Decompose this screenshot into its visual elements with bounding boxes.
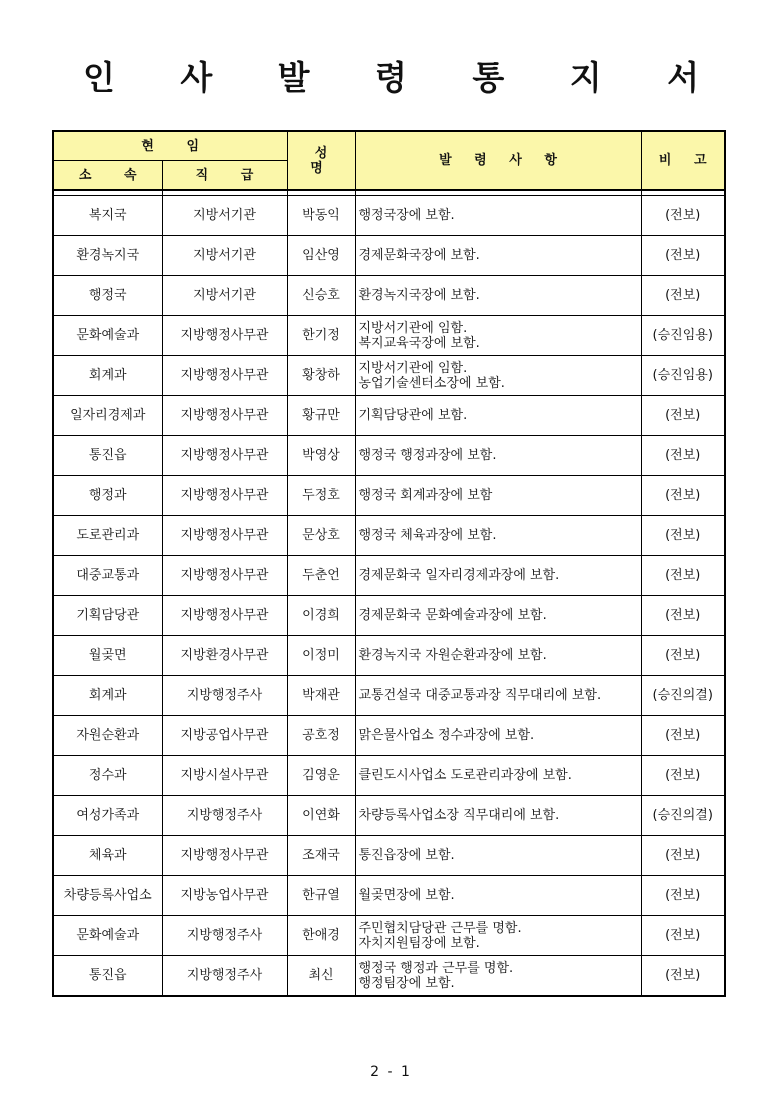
name-cell: 박재관 (287, 676, 355, 716)
rank-cell: 지방행정사무관 (162, 516, 287, 556)
order-line: 기획담당관에 보함. (358, 408, 468, 423)
order-cell (355, 756, 641, 796)
name-cell: 이연화 (287, 796, 355, 836)
table-row (53, 676, 725, 716)
remark-cell: (승진임용) (641, 316, 725, 356)
page-number: 2 - 1 (370, 1064, 412, 1080)
dept-cell: 기획담당관 (53, 596, 162, 636)
table-row (53, 476, 725, 516)
header-remark: 비 고 (641, 131, 725, 190)
order-line: 교통건설국 대중교통과장 직무대리에 보함. (358, 688, 602, 703)
order-cell (355, 556, 641, 596)
order-cell (355, 956, 641, 997)
order-line: 통진읍장에 보함. (358, 848, 455, 863)
order-cell (355, 316, 641, 356)
rank-cell: 지방행정사무관 (162, 596, 287, 636)
dept-cell: 통진읍 (53, 436, 162, 476)
rank-cell: 지방행정주사 (162, 796, 287, 836)
rank-cell: 지방행정사무관 (162, 316, 287, 356)
name-cell: 황규만 (287, 396, 355, 436)
rank-cell: 지방행정사무관 (162, 396, 287, 436)
table-row (53, 436, 725, 476)
dept-cell: 도로관리과 (53, 516, 162, 556)
order-cell (355, 236, 641, 276)
header-order: 발 령 사 항 (355, 131, 641, 190)
dept-cell: 회계과 (53, 356, 162, 396)
order-line: 월곶면장에 보함. (358, 888, 455, 903)
dept-cell: 복지국 (53, 196, 162, 236)
dept-cell: 문화예술과 (53, 316, 162, 356)
table-row (53, 556, 725, 596)
order-cell (355, 836, 641, 876)
name-cell: 신승호 (287, 276, 355, 316)
dept-cell: 여성가족과 (53, 796, 162, 836)
remark-cell: (전보) (641, 516, 725, 556)
rank-cell: 지방서기관 (162, 236, 287, 276)
order-cell (355, 516, 641, 556)
order-cell (355, 876, 641, 916)
remark-cell: (전보) (641, 556, 725, 596)
table-row (53, 596, 725, 636)
table-row (53, 236, 725, 276)
table-row (53, 956, 725, 997)
remark-cell: (전보) (641, 716, 725, 756)
order-line: 환경녹지국장에 보함. (358, 288, 480, 303)
table-row (53, 916, 725, 956)
order-line: 행정팀장에 보함. (358, 975, 455, 991)
remark-cell: (전보) (641, 436, 725, 476)
order-cell (355, 916, 641, 956)
name-cell: 김영운 (287, 756, 355, 796)
order-line: 경제문화국 문화예술과장에 보함. (358, 608, 547, 623)
order-line: 지방서기관에 임함. (358, 360, 468, 376)
rank-cell: 지방행정주사 (162, 956, 287, 997)
order-line: 행정국 회계과장에 보함 (358, 488, 493, 503)
name-cell: 한규열 (287, 876, 355, 916)
name-cell: 문상호 (287, 516, 355, 556)
order-cell (355, 196, 641, 236)
dept-cell: 통진읍 (53, 956, 162, 997)
dept-cell: 정수과 (53, 756, 162, 796)
table-row (53, 516, 725, 556)
order-line: 행정국 행정과 근무를 명함. (358, 960, 514, 976)
dept-cell: 체육과 (53, 836, 162, 876)
rank-cell: 지방공업사무관 (162, 716, 287, 756)
remark-cell: (전보) (641, 916, 725, 956)
name-cell: 이정미 (287, 636, 355, 676)
name-cell: 한기정 (287, 316, 355, 356)
order-line: 환경녹지국 자원순환과장에 보함. (358, 648, 547, 663)
order-line: 행정국장에 보함. (358, 208, 455, 223)
dept-cell: 자원순환과 (53, 716, 162, 756)
rank-cell: 지방행정사무관 (162, 556, 287, 596)
order-cell (355, 396, 641, 436)
order-cell (355, 356, 641, 396)
rank-cell: 지방행정주사 (162, 676, 287, 716)
order-line: 행정국 체육과장에 보함. (358, 528, 497, 543)
table-row (53, 716, 725, 756)
order-line: 행정국 행정과장에 보함. (358, 448, 497, 463)
order-cell (355, 636, 641, 676)
rank-cell: 지방행정사무관 (162, 836, 287, 876)
order-cell (355, 476, 641, 516)
name-cell: 박동익 (287, 196, 355, 236)
order-cell (355, 596, 641, 636)
header-dept: 소 속 (53, 161, 162, 191)
remark-cell: (전보) (641, 636, 725, 676)
dept-cell: 일자리경제과 (53, 396, 162, 436)
name-cell: 공호정 (287, 716, 355, 756)
remark-cell: (전보) (641, 876, 725, 916)
rank-cell: 지방행정주사 (162, 916, 287, 956)
dept-cell: 회계과 (53, 676, 162, 716)
dept-cell: 환경녹지국 (53, 236, 162, 276)
remark-cell: (전보) (641, 276, 725, 316)
rank-cell: 지방행정사무관 (162, 476, 287, 516)
order-rows (53, 196, 725, 997)
table-row (53, 796, 725, 836)
personnel-order-table (52, 130, 726, 997)
remark-cell: (승진임용) (641, 356, 725, 396)
name-cell: 최신 (287, 956, 355, 997)
table-row (53, 276, 725, 316)
order-line: 자치지원팀장에 보함. (358, 935, 480, 951)
order-line: 경제문화국 일자리경제과장에 보함. (358, 568, 560, 583)
name-cell: 임산영 (287, 236, 355, 276)
header-rank: 직 급 (162, 161, 287, 191)
table-row (53, 356, 725, 396)
name-cell: 조재국 (287, 836, 355, 876)
dept-cell: 차량등록사업소 (53, 876, 162, 916)
order-line: 경제문화국장에 보함. (358, 248, 480, 263)
remark-cell: (전보) (641, 396, 725, 436)
rank-cell: 지방서기관 (162, 276, 287, 316)
remark-cell: (전보) (641, 836, 725, 876)
rank-cell: 지방서기관 (162, 196, 287, 236)
document-title: 인 사 발 령 통 지 서 (82, 58, 727, 97)
table-row (53, 756, 725, 796)
remark-cell: (전보) (641, 756, 725, 796)
order-line: 주민협치담당관 근무를 명함. (358, 920, 522, 936)
order-cell (355, 716, 641, 756)
rank-cell: 지방시설사무관 (162, 756, 287, 796)
order-cell (355, 676, 641, 716)
order-line: 클린도시사업소 도로관리과장에 보함. (358, 768, 572, 783)
table-row (53, 396, 725, 436)
name-cell: 이경희 (287, 596, 355, 636)
table-row (53, 196, 725, 236)
rank-cell: 지방환경사무관 (162, 636, 287, 676)
dept-cell: 대중교통과 (53, 556, 162, 596)
rank-cell: 지방행정사무관 (162, 436, 287, 476)
name-cell: 황창하 (287, 356, 355, 396)
remark-cell: (전보) (641, 956, 725, 997)
remark-cell: (승진의결) (641, 676, 725, 716)
rank-cell: 지방농업사무관 (162, 876, 287, 916)
dept-cell: 문화예술과 (53, 916, 162, 956)
header-current: 현 임 (53, 131, 287, 161)
table-row (53, 876, 725, 916)
name-cell: 두정호 (287, 476, 355, 516)
rank-cell: 지방행정사무관 (162, 356, 287, 396)
name-cell: 두춘언 (287, 556, 355, 596)
order-cell (355, 796, 641, 836)
remark-cell: (전보) (641, 476, 725, 516)
name-cell: 한애경 (287, 916, 355, 956)
dept-cell: 월곶면 (53, 636, 162, 676)
table-row (53, 316, 725, 356)
table-row (53, 836, 725, 876)
name-cell: 박영상 (287, 436, 355, 476)
order-line: 지방서기관에 임함. (358, 320, 468, 336)
dept-cell: 행정과 (53, 476, 162, 516)
order-cell (355, 436, 641, 476)
dept-cell: 행정국 (53, 276, 162, 316)
order-cell (355, 276, 641, 316)
remark-cell: (전보) (641, 596, 725, 636)
order-line: 차량등록사업소장 직무대리에 보함. (358, 808, 560, 823)
order-line: 복지교육국장에 보함. (358, 335, 480, 351)
table-row (53, 636, 725, 676)
remark-cell: (전보) (641, 196, 725, 236)
remark-cell: (전보) (641, 236, 725, 276)
order-line: 농업기술센터소장에 보함. (358, 375, 505, 391)
order-line: 맑은물사업소 정수과장에 보함. (358, 728, 535, 743)
header-name: 성 명 (287, 131, 355, 190)
remark-cell: (승진의결) (641, 796, 725, 836)
